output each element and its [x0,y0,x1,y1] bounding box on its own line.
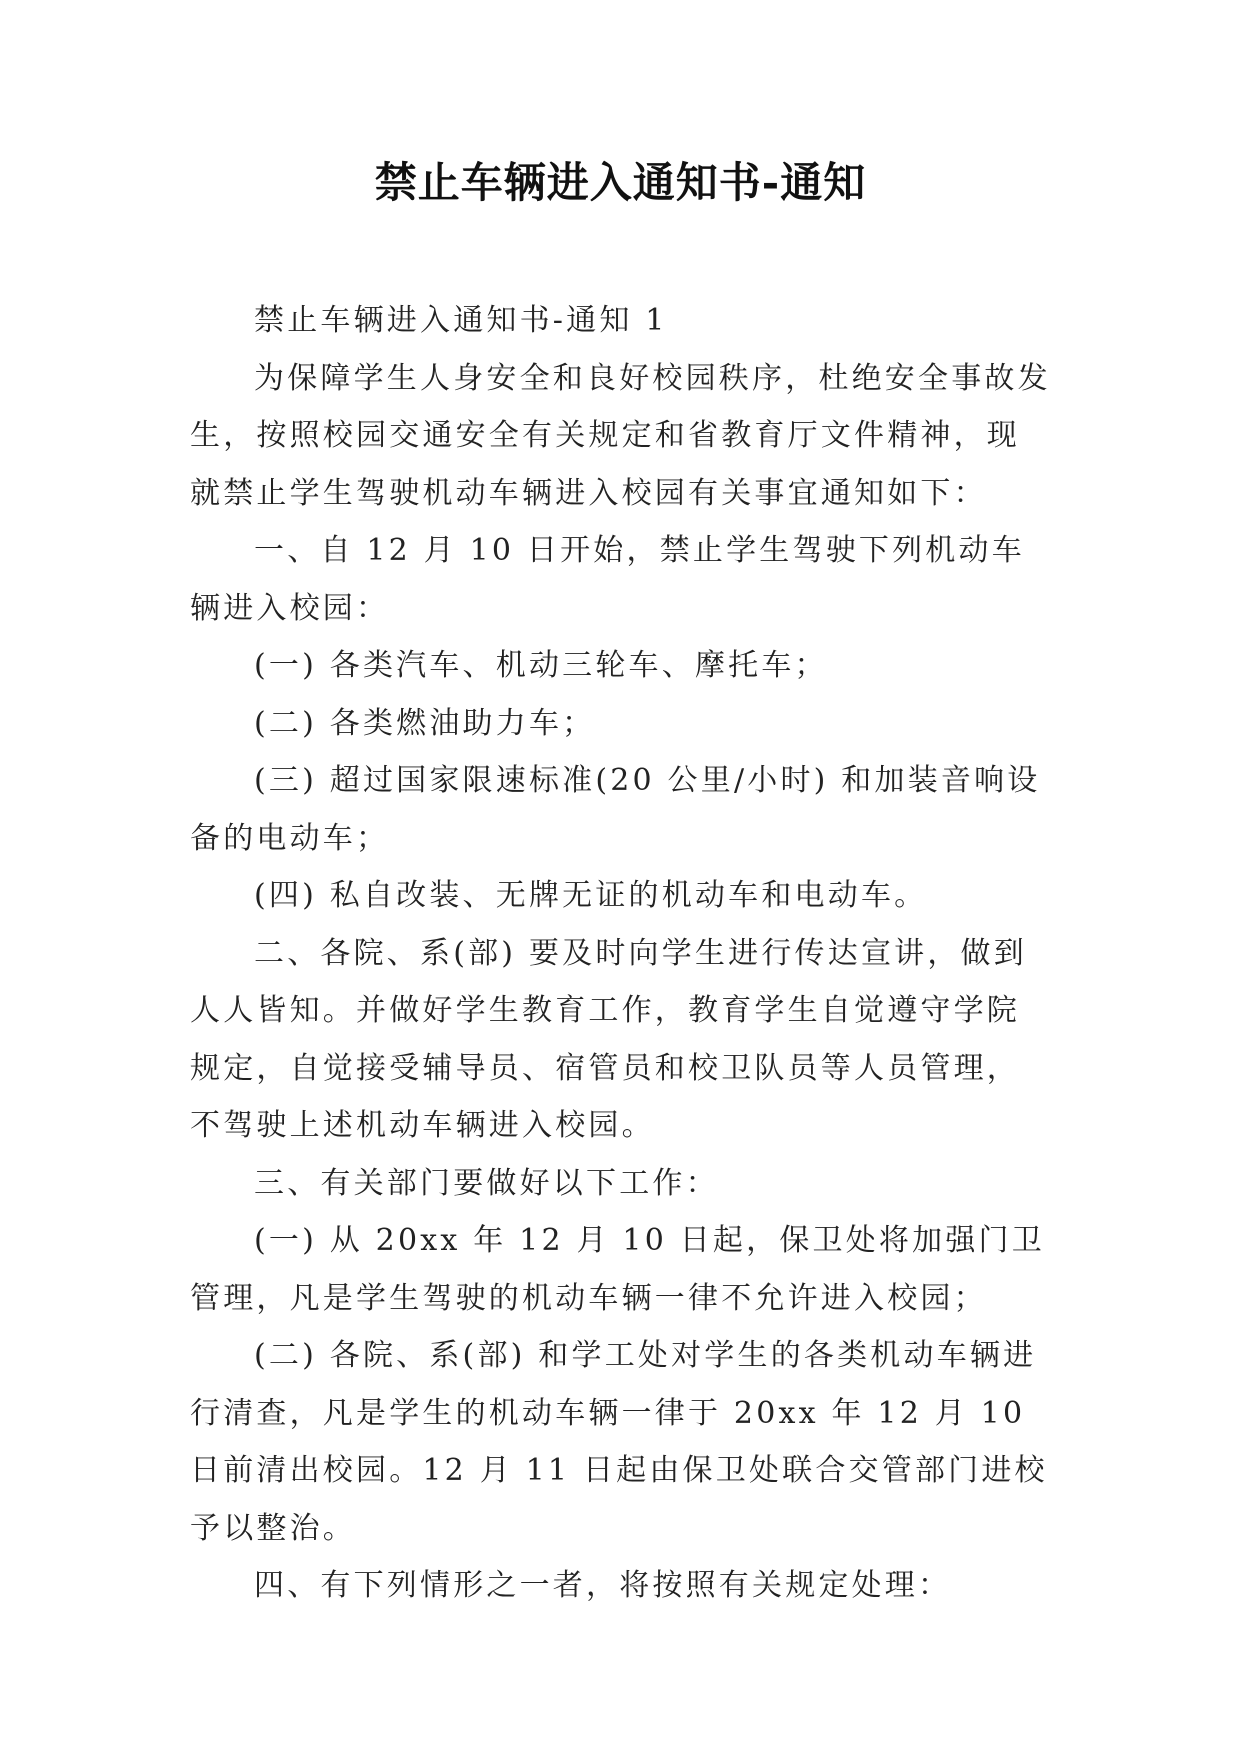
paragraph-section-4: 四、有下列情形之一者，将按照有关规定处理： [254,1568,952,1603]
paragraph-subtitle: 禁止车辆进入通知书-通知 1 [254,303,668,338]
document-title: 禁止车辆进入通知书-通知 [374,158,867,207]
paragraph-section-1: 一、自 12 月 10 日开始，禁止学生驾驶下列机动车辆进入校园： [190,533,1025,626]
paragraph-item-3-1: (一) 从 20xx 年 12 月 10 日起，保卫处将加强门卫管理，凡是学生驾驶的机动车辆一律不允许进入校园； [190,1223,1045,1316]
paragraph-item-1-4: (四) 私自改装、无牌无证的机动车和电动车。 [254,878,928,913]
paragraph-section-2: 二、各院、系(部) 要及时向学生进行传达宣讲，做到人人皆知。并做好学生教育工作，教育学生自觉遵守学院规定，自觉接受辅导员、宿管员和校卫队员等人员管理，不驾驶上述机动车辆进入校园。 [190,935,1027,1143]
paragraph-item-1-1: (一) 各类汽车、机动三轮车、摩托车； [254,648,828,683]
paragraph-intro: 为保障学生人身安全和良好校园秩序，杜绝安全事故发生，按照校园交通安全有关规定和省教育厅文件精神，现就禁止学生驾驶机动车辆进入校园有关事宜通知如下： [190,360,1051,511]
paragraph-item-3-2: (二) 各院、系(部) 和学工处对学生的各类机动车辆进行清查，凡是学生的机动车辆一律于 20xx 年 12 月 10 日前清出校园。12 月 11 日起由保卫处联合交管部门进校予以整治。 [190,1338,1048,1546]
paragraph-item-1-2: (二) 各类燃油助力车； [254,705,596,741]
document-body [190,292,1052,1615]
paragraph-item-1-3: (三) 超过国家限速标准(20 公里/小时) 和加装音响设备的电动车； [190,763,1041,856]
paragraph-section-3: 三、有关部门要做好以下工作： [254,1165,719,1201]
